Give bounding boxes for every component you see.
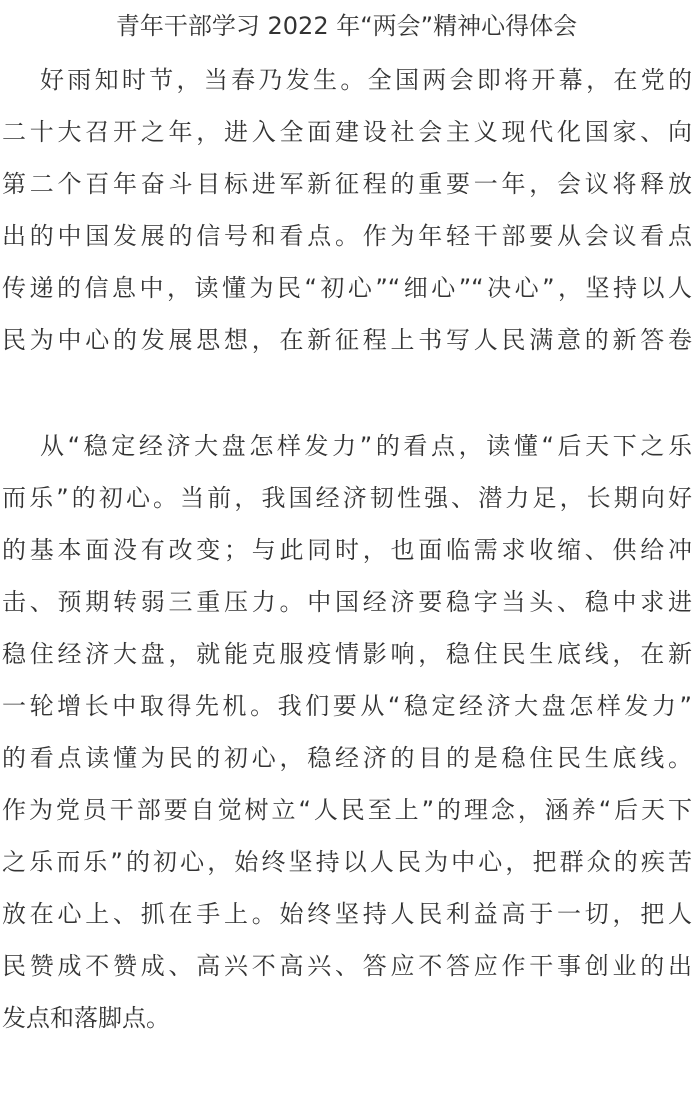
text-line: 稳住经济大盘，就能克服疫情影响，稳住民生底线，在新 <box>2 640 692 668</box>
text-line: 第二个百年奋斗目标进军新征程的重要一年，会议将释放 <box>2 170 692 198</box>
text-line: 的看点读懂为民的初心，稳经济的目的是稳住民生底线。 <box>2 744 692 772</box>
text-line: 放在心上、抓在手上。始终坚持人民利益高于一切，把人 <box>2 900 692 928</box>
text-line: 从“稳定经济大盘怎样发力”的看点，读懂“后天下之乐 <box>40 432 692 460</box>
text-line: 一轮增长中取得先机。我们要从“稳定经济大盘怎样发力” <box>2 692 692 720</box>
text-line: 的基本面没有改变；与此同时，也面临需求收缩、供给冲 <box>2 536 692 564</box>
text-line: 击、预期转弱三重压力。中国经济要稳字当头、稳中求进 <box>2 588 692 616</box>
text-line: 民赞成不赞成、高兴不高兴、答应不答应作干事创业的出 <box>2 952 692 980</box>
text-line: 之乐而乐”的初心，始终坚持以人民为中心，把群众的疾苦 <box>2 848 692 876</box>
text-line: 二十大召开之年，进入全面建设社会主义现代化国家、向 <box>2 118 692 146</box>
article-title: 青年干部学习 2022 年“两会”精神心得体会 <box>115 12 578 40</box>
text-line: 出的中国发展的信号和看点。作为年轻干部要从会议看点 <box>2 222 692 250</box>
paragraph-2 <box>2 420 692 1044</box>
text-line: 好雨知时节，当春乃发生。全国两会即将开幕，在党的 <box>40 66 692 94</box>
text-line: 而乐”的初心。当前，我国经济韧性强、潜力足，长期向好 <box>2 484 692 512</box>
text-line: 作为党员干部要自觉树立“人民至上”的理念，涵养“后天下 <box>2 796 692 824</box>
text-line: 传递的信息中，读懂为民“初心”“细心”“决心”，坚持以人 <box>2 274 692 302</box>
paragraph-1 <box>2 54 692 366</box>
text-line: 民为中心的发展思想，在新征程上书写人民满意的新答卷 <box>2 326 692 354</box>
text-line: 发点和落脚点。 <box>2 1004 170 1032</box>
